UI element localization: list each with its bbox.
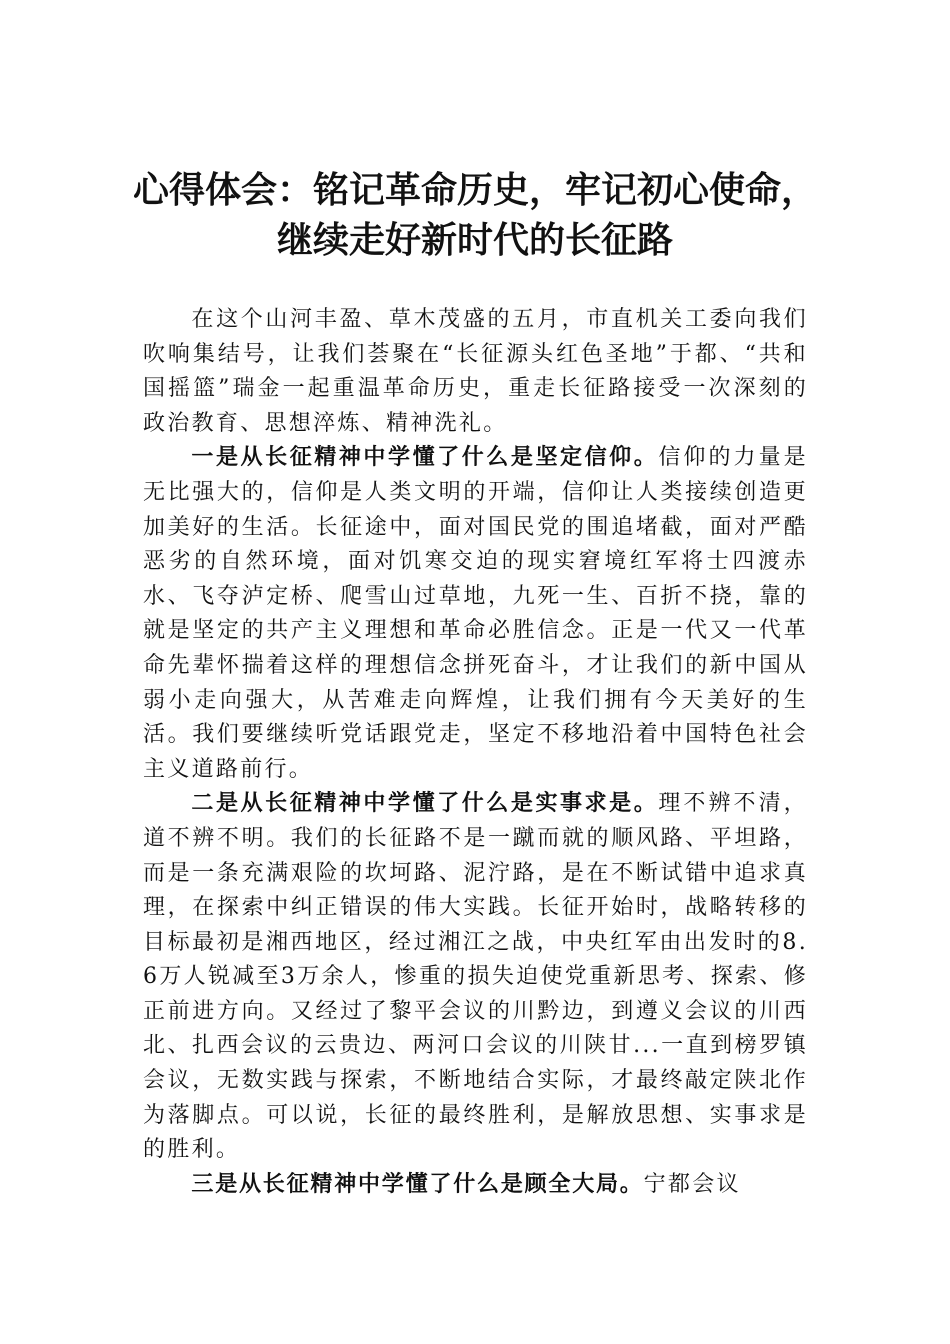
- paragraph-text: 理不辨不清，道不辨不明。我们的长征路不是一蹴而就的顺风路、平坦路，而是一条充满艰险的坎坷路、泥泞路，是在不断试错中追求真理，在探索中纠正错误的伟大实践。长征开始时，战略转移的目标最初是湘西地区，经过湘江之战，中央红军由出发时的8.6万人锐减至3万余人，惨重的损失迫使党重新思考、探索、修正前进方向。又经过了黎平会议的川黔边，到遵义会议的川西北、扎西会议的云贵边、两河口会议的川陕甘...一直到榜罗镇会议，无数实践与探索，不断地结合实际，才最终敲定陕北作为落脚点。可以说，长征的最终胜利，是解放思想、实事求是的胜利。: [143, 791, 808, 1163]
- paragraph-text: 宁都会议: [643, 1171, 741, 1197]
- paragraph-firm-belief: [143, 441, 808, 787]
- paragraph-lead-heading: 一是从长征精神中学懂了什么是坚定信仰。: [191, 445, 659, 471]
- paragraph-seek-truth: [143, 787, 808, 1168]
- paragraph-lead-heading: 三是从长征精神中学懂了什么是顾全大局。: [191, 1171, 644, 1197]
- paragraph-text: 信仰的力量是无比强大的，信仰是人类文明的开端，信仰让人类接续创造更加美好的生活。长征途中，面对国民党的围追堵截，面对严酷恶劣的自然环境，面对饥寒交迫的现实窘境红军将士四渡赤水、飞夺泸定桥、爬雪山过草地，九死一生、百折不挠，靠的就是坚定的共产主义理想和革命必胜信念。正是一代又一代革命先辈怀揣着这样的理想信念拼死奋斗，才让我们的新中国从弱小走向强大，从苦难走向辉煌，让我们拥有今天美好的生活。我们要继续听党话跟党走，坚定不移地沿着中国特色社会主义道路前行。: [143, 445, 808, 782]
- document-title-line-1: 心得体会：铭记革命历史，牢记初心使命，: [132, 169, 817, 211]
- document-body: [143, 303, 808, 1202]
- paragraph-overall-interest: [143, 1168, 808, 1203]
- paragraph-lead-heading: 二是从长征精神中学懂了什么是实事求是。: [191, 791, 659, 817]
- paragraph-text: 在这个山河丰盈、草木茂盛的五月，市直机关工委向我们吹响集结号，让我们荟聚在“长征源头红色圣地”于都、“共和国摇篮”瑞金一起重温革命历史，重走长征路接受一次深刻的政治教育、思想淬炼、精神洗礼。: [143, 307, 808, 436]
- document-title-line-2: 继续走好新时代的长征路: [276, 219, 673, 261]
- paragraph-intro: [143, 303, 808, 441]
